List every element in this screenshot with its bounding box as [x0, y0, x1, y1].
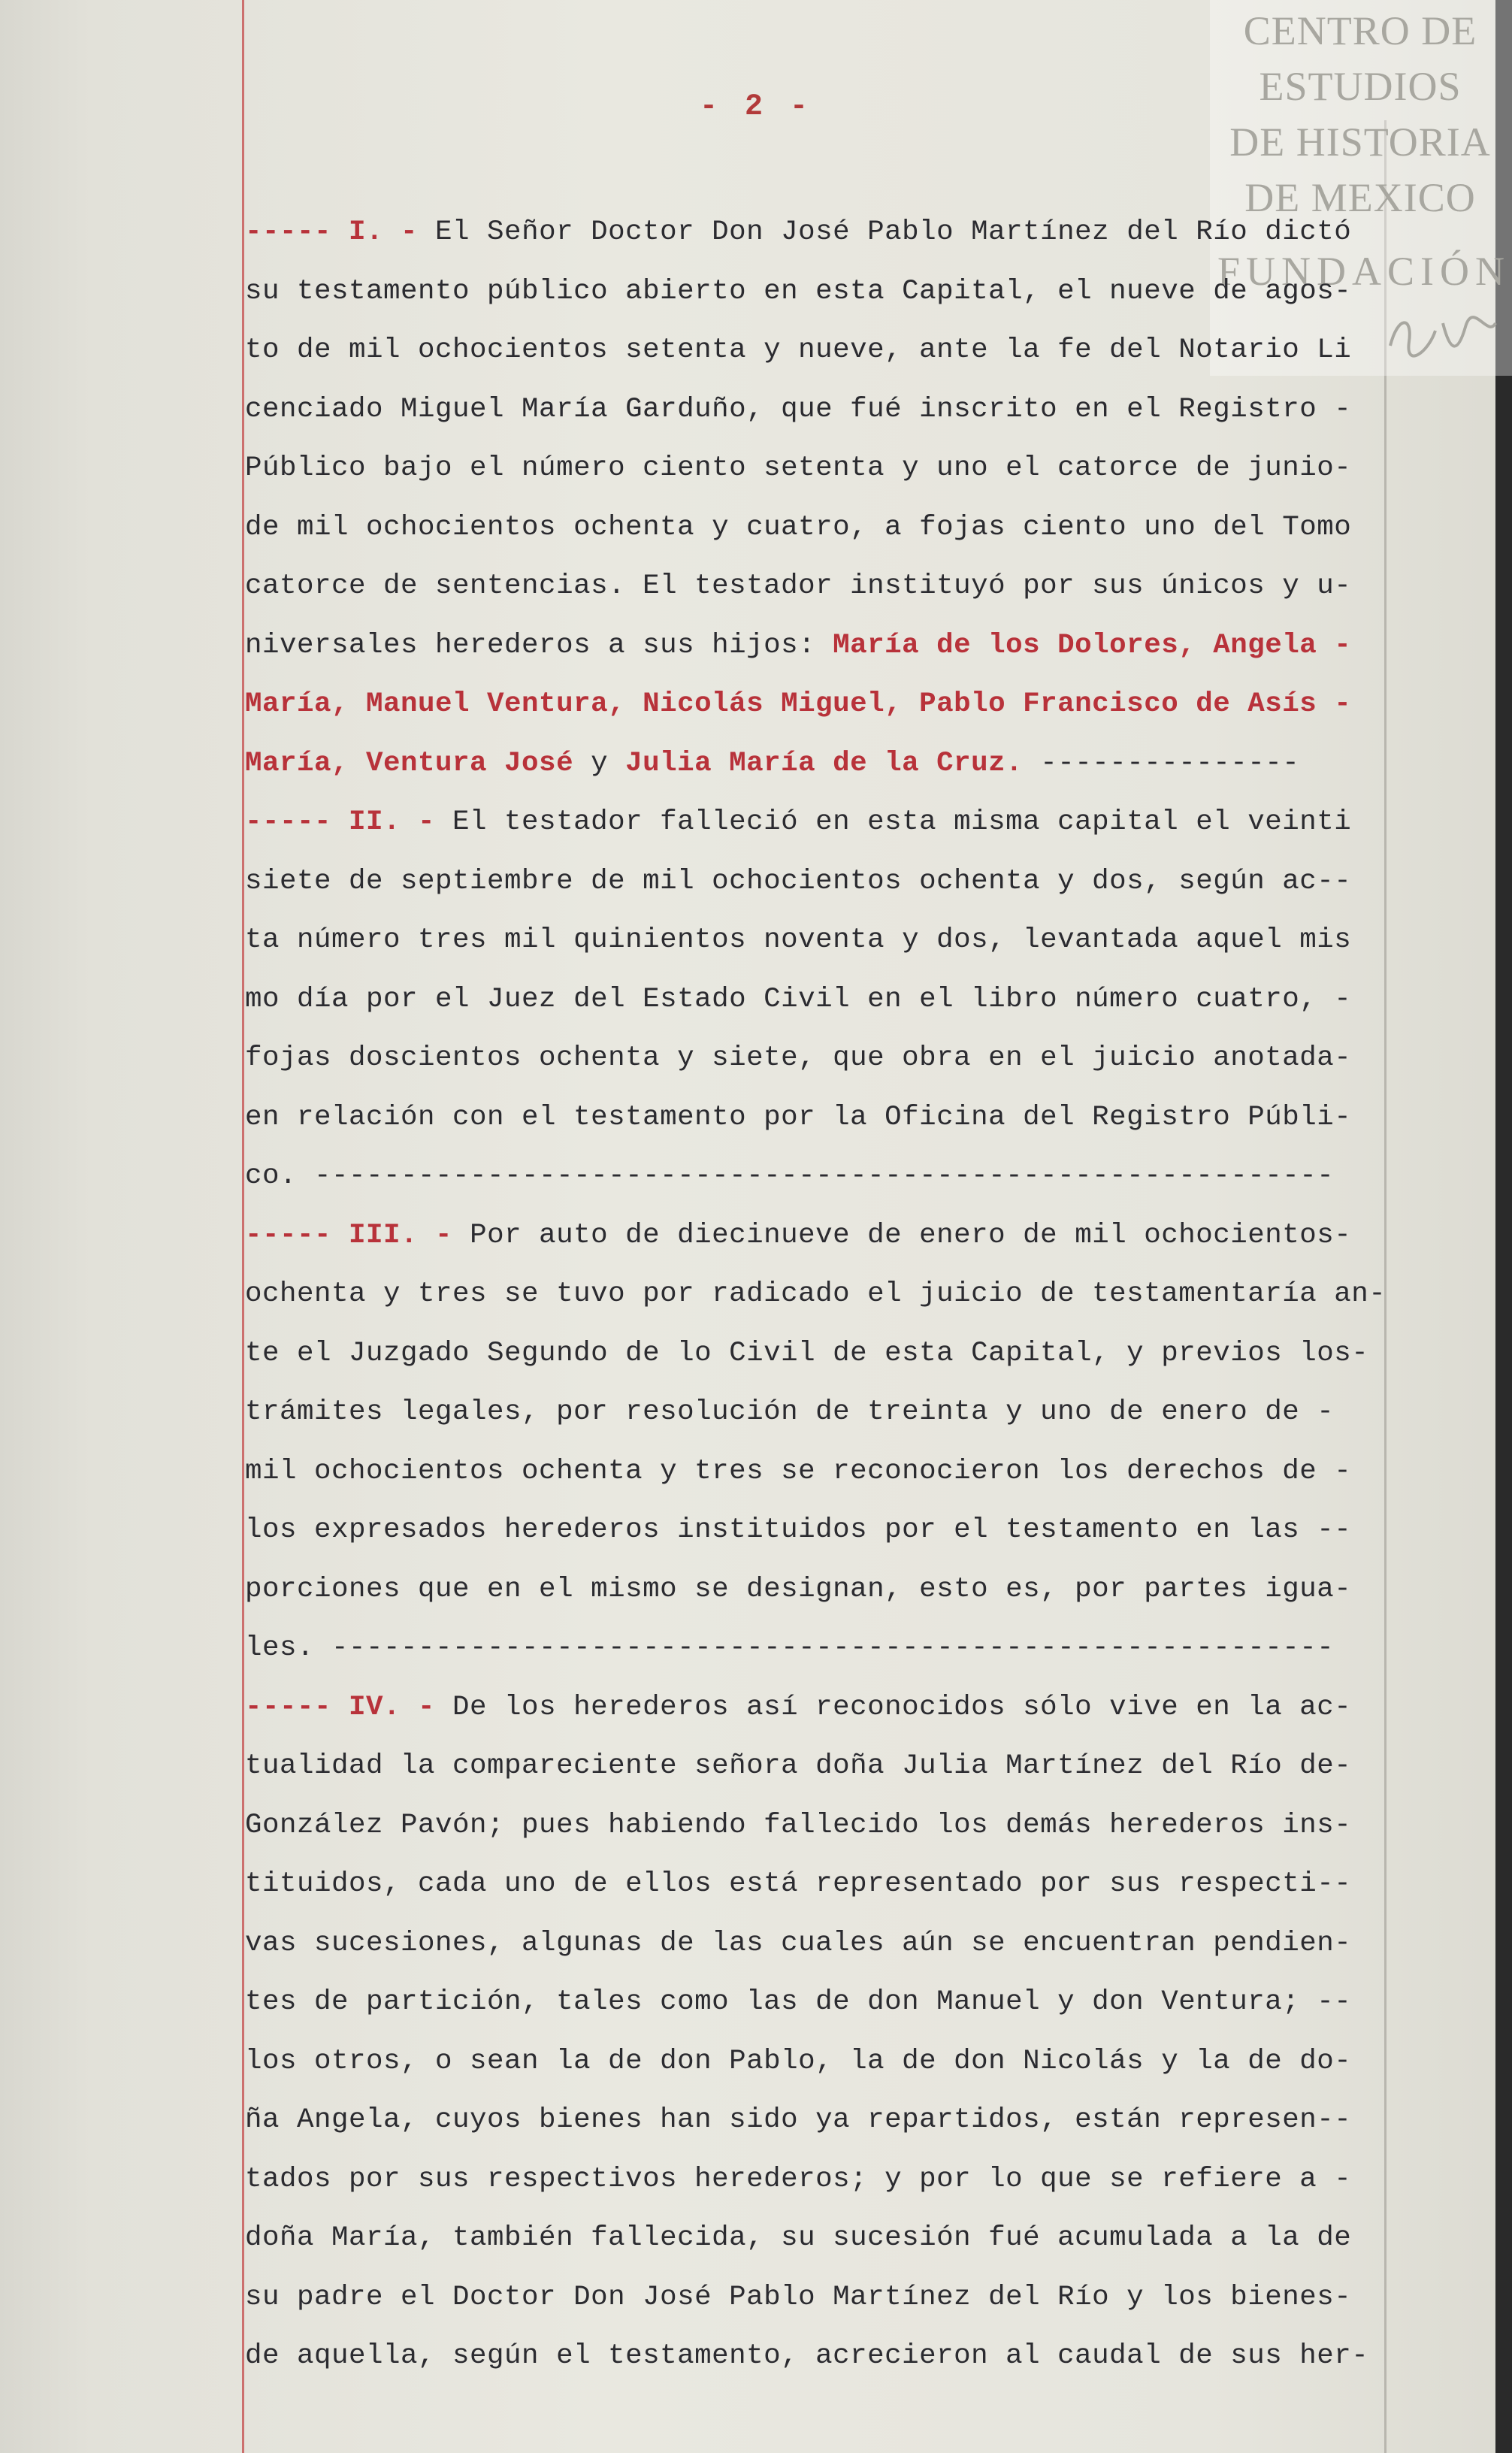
highlighted-text: ----- II. - — [245, 806, 453, 838]
watermark-line: ESTUDIOS — [1259, 64, 1462, 109]
line-text: los expresados herederos instituidos por el testamento en las -- — [245, 1514, 1352, 1546]
document-line — [245, 557, 1387, 616]
document-line — [245, 734, 1387, 794]
line-text: ña Angela, cuyos bienes han sido ya repartidos, están represen-- — [245, 2104, 1352, 2136]
document-line — [245, 498, 1387, 558]
line-text: de mil ochocientos ochenta y cuatro, a fojas ciento uno del Tomo — [245, 511, 1352, 543]
line-text: Por auto de diecinueve de enero de mil ochocientos- — [470, 1219, 1352, 1251]
highlighted-text: ----- IV. - — [245, 1691, 453, 1723]
document-line — [245, 911, 1387, 970]
line-text: tes de partición, tales como las de don Manuel y don Ventura; -- — [245, 1986, 1352, 2018]
document-body — [245, 203, 1387, 2386]
document-line — [245, 1088, 1387, 1148]
line-text: niversales herederos a sus hijos: — [245, 629, 833, 661]
document-line — [245, 2209, 1387, 2268]
document-line — [245, 793, 1387, 852]
line-text: tituidos, cada uno de ellos está representado por sus respecti-- — [245, 1868, 1352, 1900]
document-line — [245, 262, 1387, 322]
highlighted-text: María, Ventura José — [245, 747, 591, 779]
line-text: Público bajo el número ciento setenta y uno el catorce de junio- — [245, 452, 1352, 484]
document-line — [245, 1265, 1387, 1324]
line-text: co. ----------------------------------------------------------- — [245, 1160, 1335, 1192]
line-text: los otros, o sean la de don Pablo, la de don Nicolás y la de do- — [245, 2045, 1352, 2077]
line-text: --------------- — [1023, 747, 1300, 779]
signature-icon — [1383, 308, 1503, 361]
document-line — [245, 2091, 1387, 2150]
document-line — [245, 1855, 1387, 1914]
line-text: siete de septiembre de mil ochocientos ochenta y dos, según ac-- — [245, 865, 1352, 897]
highlighted-text: Julia María de la Cruz. — [625, 747, 1024, 779]
document-line — [245, 970, 1387, 1030]
line-text: De los herederos así reconocidos sólo vive en la ac- — [452, 1691, 1352, 1723]
document-line — [245, 1383, 1387, 1442]
line-text: El Señor Doctor Don José Pablo Martínez del Río dictó — [435, 216, 1352, 248]
line-text: mil ochocientos ochenta y tres se reconocieron los derechos de - — [245, 1455, 1352, 1487]
document-line — [245, 2032, 1387, 2092]
document-line — [245, 1501, 1387, 1560]
line-text: doña María, también fallecida, su sucesión fué acumulada a la de — [245, 2222, 1352, 2254]
highlighted-text: ----- III. - — [245, 1219, 470, 1251]
document-line — [245, 1560, 1387, 1620]
document-line — [245, 1737, 1387, 1796]
document-line — [245, 2327, 1387, 2386]
line-text: cenciado Miguel María Garduño, que fué inscrito en el Registro - — [245, 393, 1352, 425]
document-line — [245, 2268, 1387, 2327]
document-line — [245, 1442, 1387, 1502]
line-text: González Pavón; pues habiendo fallecido los demás herederos ins- — [245, 1809, 1352, 1841]
document-line — [245, 616, 1387, 676]
document-line — [245, 1206, 1387, 1266]
watermark-line: DE HISTORIA — [1229, 119, 1491, 165]
document-line — [245, 2150, 1387, 2210]
line-text: su padre el Doctor Don José Pablo Martínez del Río y los bienes- — [245, 2281, 1352, 2313]
document-line — [245, 1147, 1387, 1206]
watermark-line: DE MEXICO — [1244, 175, 1476, 220]
line-text: tados por sus respectivos herederos; y por lo que se refiere a - — [245, 2163, 1352, 2195]
highlighted-text: María de los Dolores, Angela - — [833, 629, 1352, 661]
line-text: te el Juzgado Segundo de lo Civil de esta Capital, y previos los- — [245, 1337, 1369, 1369]
line-text: su testamento público abierto en esta Capital, el nueve de agos- — [245, 275, 1352, 307]
page-number: - 2 - — [699, 90, 813, 124]
document-line — [245, 1619, 1387, 1678]
line-text: trámites legales, por resolución de treinta y uno de enero de - — [245, 1396, 1335, 1428]
document-line — [245, 380, 1387, 440]
document-line — [245, 321, 1387, 380]
line-text: de aquella, según el testamento, acrecieron al caudal de sus her- — [245, 2340, 1369, 2372]
line-text: porciones que en el mismo se designan, esto es, por partes igua- — [245, 1573, 1352, 1605]
document-line — [245, 852, 1387, 912]
line-text: les. ---------------------------------------------------------- — [245, 1632, 1335, 1664]
document-line — [245, 439, 1387, 498]
document-line — [245, 1914, 1387, 1974]
line-text: ta número tres mil quinientos noventa y dos, levantada aquel mis — [245, 924, 1352, 956]
document-line — [245, 1973, 1387, 2032]
watermark-line: CENTRO DE — [1243, 8, 1477, 53]
document-line — [245, 1796, 1387, 1856]
line-text: vas sucesiones, algunas de las cuales aún se encuentran pendien- — [245, 1927, 1352, 1959]
highlighted-text: ----- I. - — [245, 216, 436, 248]
line-text: to de mil ochocientos setenta y nueve, ante la fe del Notario Li — [245, 334, 1352, 366]
line-text: y — [591, 747, 626, 779]
watermark-foundation: FUNDACIÓN — [1217, 249, 1511, 294]
line-text: fojas doscientos ochenta y siete, que obra en el juicio anotada- — [245, 1042, 1352, 1074]
red-margin-line — [242, 0, 244, 2453]
line-text: El testador falleció en esta misma capital el veinti — [452, 806, 1352, 838]
document-line — [245, 675, 1387, 734]
document-line — [245, 203, 1387, 262]
line-text: ochenta y tres se tuvo por radicado el juicio de testamentaría an- — [245, 1278, 1387, 1310]
line-text: tualidad la compareciente señora doña Julia Martínez del Río de- — [245, 1750, 1352, 1782]
line-text: mo día por el Juez del Estado Civil en el libro número cuatro, - — [245, 983, 1352, 1015]
line-text: en relación con el testamento por la Oficina del Registro Públi- — [245, 1101, 1352, 1133]
highlighted-text: María, Manuel Ventura, Nicolás Miguel, Pablo Francisco de Asís - — [245, 688, 1352, 720]
line-text: catorce de sentencias. El testador instituyó por sus únicos y u- — [245, 570, 1352, 602]
document-line — [245, 1678, 1387, 1738]
document-line — [245, 1029, 1387, 1088]
document-line — [245, 1324, 1387, 1384]
